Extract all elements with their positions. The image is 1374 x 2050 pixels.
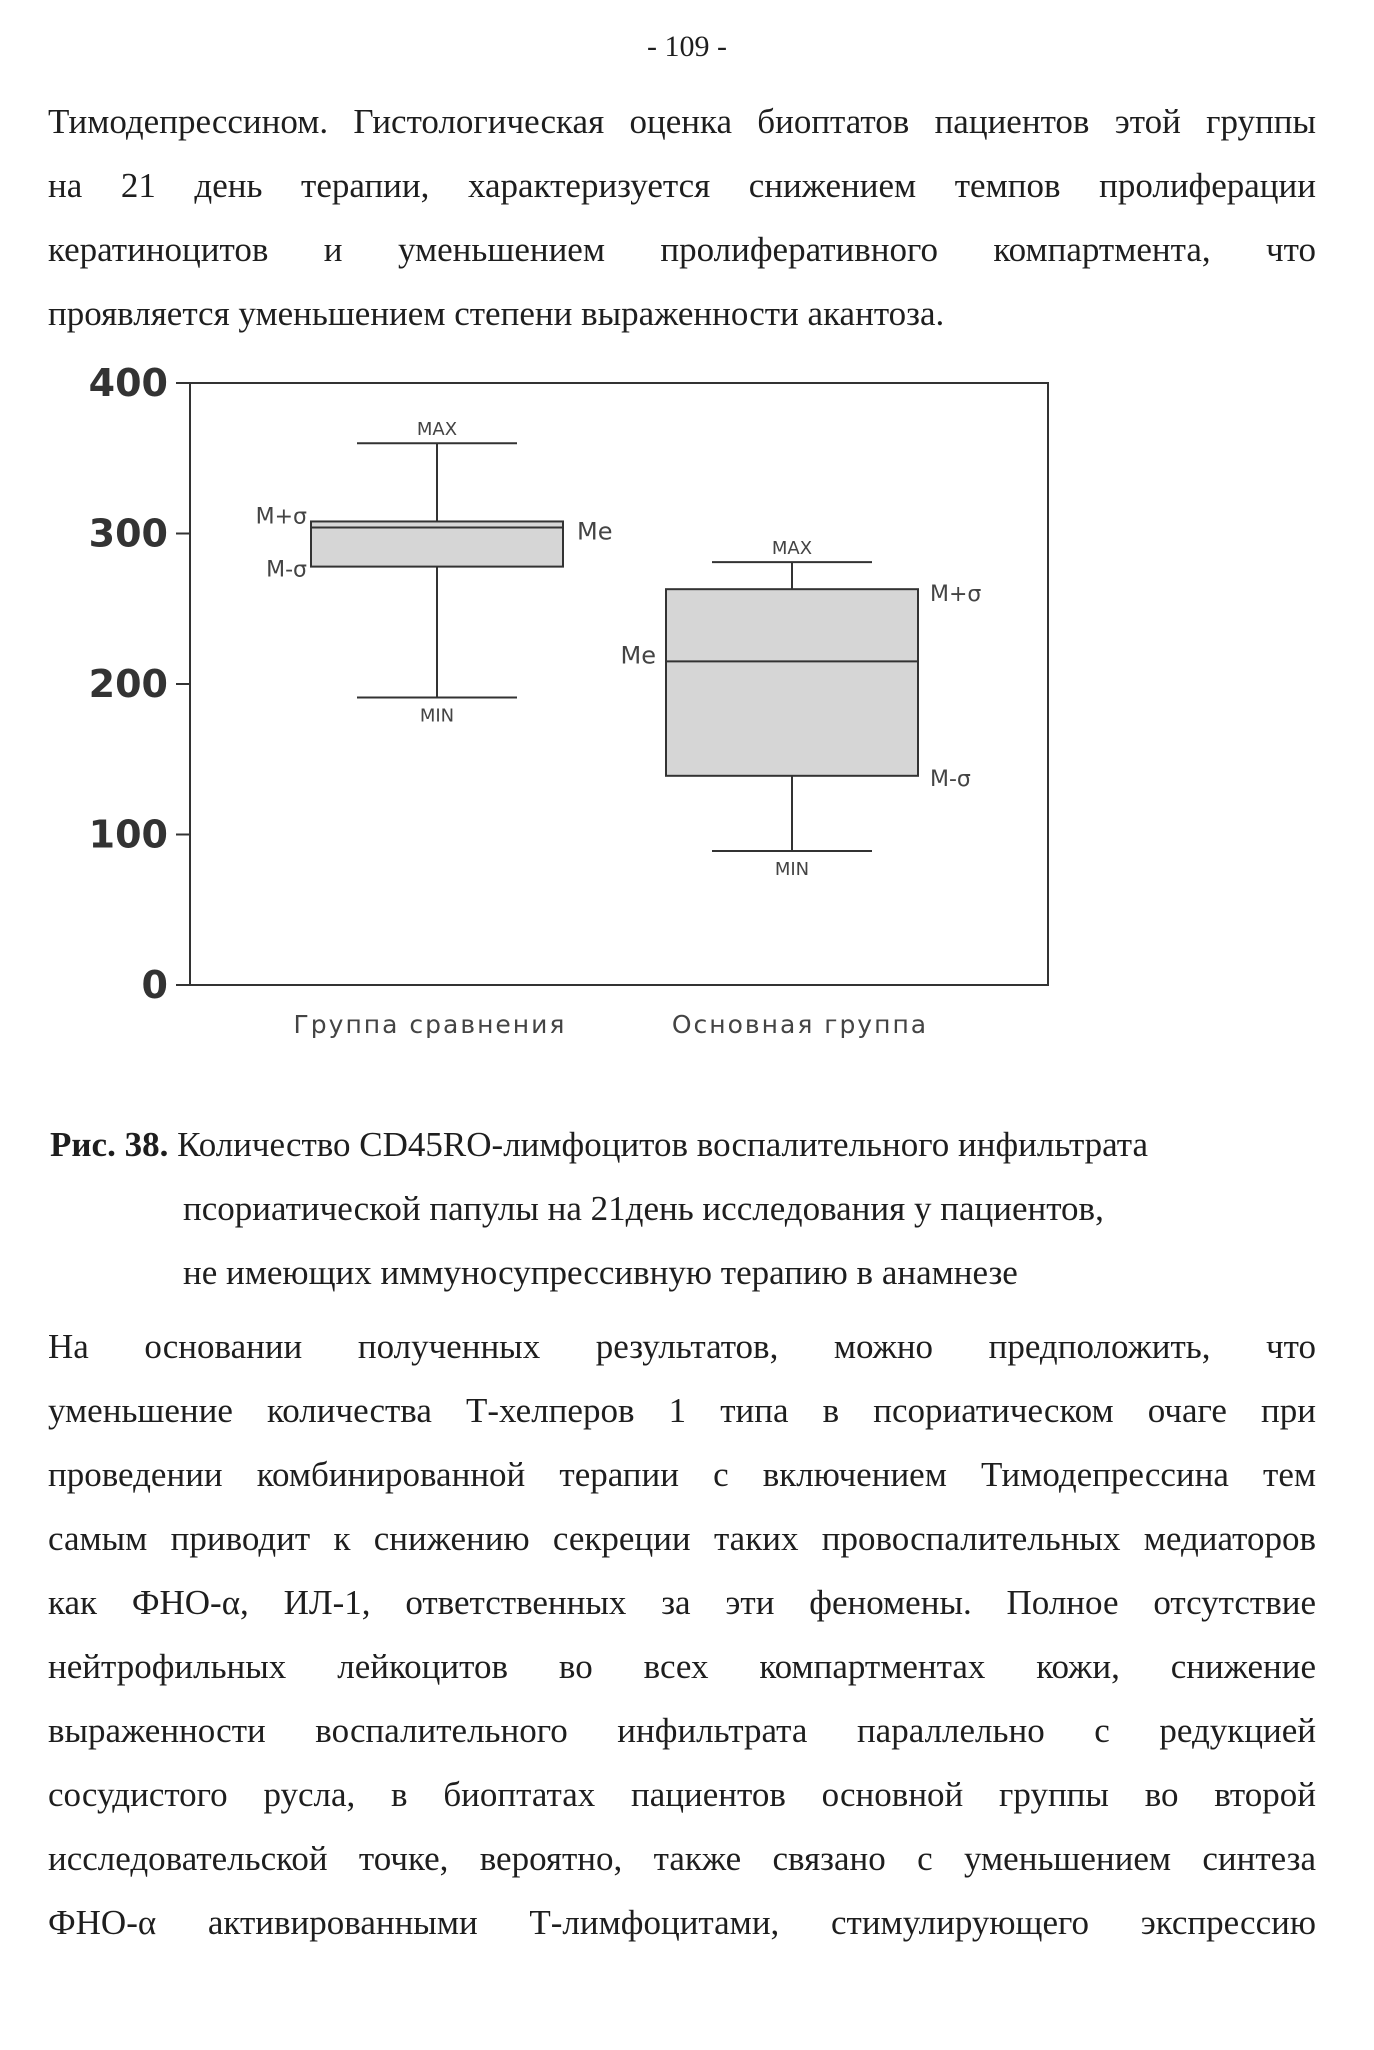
max-label: MAX [771, 538, 813, 560]
paragraph-line: Тимодепрессином. Гистологическая оценка биоптатов пациентов этой группы [48, 102, 1316, 141]
category-label: Основная группа [671, 1010, 929, 1039]
figure-caption-line-3: не имеющих иммуносупрессивную терапию в анамнезе [183, 1253, 1018, 1292]
figure-caption-line-2: псориатической папулы на 21день исследования у пациентов, [183, 1189, 1104, 1228]
median-label: Me [620, 641, 656, 670]
paragraph-line: выраженности воспалительного инфильтрата параллельно с редукцией [48, 1711, 1316, 1750]
paragraph-line: как ФНО-α, ИЛ-1, ответственных за эти феномены. Полное отсутствие [48, 1583, 1316, 1622]
figure-number: Рис. 38. [50, 1125, 169, 1164]
paragraph-line: исследовательской точке, вероятно, также связано с уменьшением синтеза [48, 1839, 1316, 1878]
paragraph-line: проведении комбинированной терапии с включением Тимодепрессина тем [48, 1455, 1316, 1494]
caption-text: Количество CD45RO-лимфоцитов воспалительного инфильтрата [168, 1125, 1149, 1164]
m-minus-sigma-label: M-σ [930, 766, 971, 792]
paragraph-line: уменьшение количества Т-хелперов 1 типа в псориатическом очаге при [48, 1391, 1316, 1430]
paragraph-line: проявляется уменьшением степени выраженности акантоза. [48, 294, 945, 333]
category-label: Группа сравнения [293, 1010, 567, 1039]
min-label: MIN [774, 859, 810, 881]
boxplot-chart [50, 365, 1050, 1055]
paragraph-line: На основании полученных результатов, можно предположить, что [48, 1327, 1316, 1366]
max-label: MAX [416, 419, 458, 441]
paragraph-line: самым приводит к снижению секреции таких провоспалительных медиаторов [48, 1519, 1316, 1558]
min-label: MIN [419, 705, 455, 727]
m-plus-sigma-label: M+σ [255, 504, 307, 530]
median-label: Me [577, 517, 613, 546]
y-tick-label: 0 [141, 963, 168, 1007]
paragraph-line: на 21 день терапии, характеризуется снижением темпов пролиферации [48, 166, 1316, 205]
figure-caption-line-1 [50, 1113, 1148, 1177]
paragraph-line: ФНО-α активированными Т-лимфоцитами, стимулирующего экспрессию [48, 1903, 1316, 1942]
y-tick-label: 200 [88, 662, 168, 706]
paragraph-line: кератиноцитов и уменьшением пролиферативного компартмента, что [48, 230, 1316, 269]
y-tick-label: 400 [88, 365, 168, 405]
plot-frame [190, 383, 1048, 985]
y-tick-label: 100 [88, 812, 168, 857]
paragraph-line: нейтрофильных лейкоцитов во всех компартментах кожи, снижение [48, 1647, 1316, 1686]
m-minus-sigma-label: M-σ [266, 557, 307, 583]
top-paragraph [48, 90, 1316, 346]
box [666, 589, 918, 776]
m-plus-sigma-label: M+σ [930, 582, 982, 608]
bottom-paragraph [48, 1315, 1316, 1955]
paragraph-line: сосудистого русла, в биоптатах пациентов основной группы во второй [48, 1775, 1316, 1814]
page-number: - 109 - [647, 30, 727, 63]
y-tick-label: 300 [88, 511, 168, 556]
